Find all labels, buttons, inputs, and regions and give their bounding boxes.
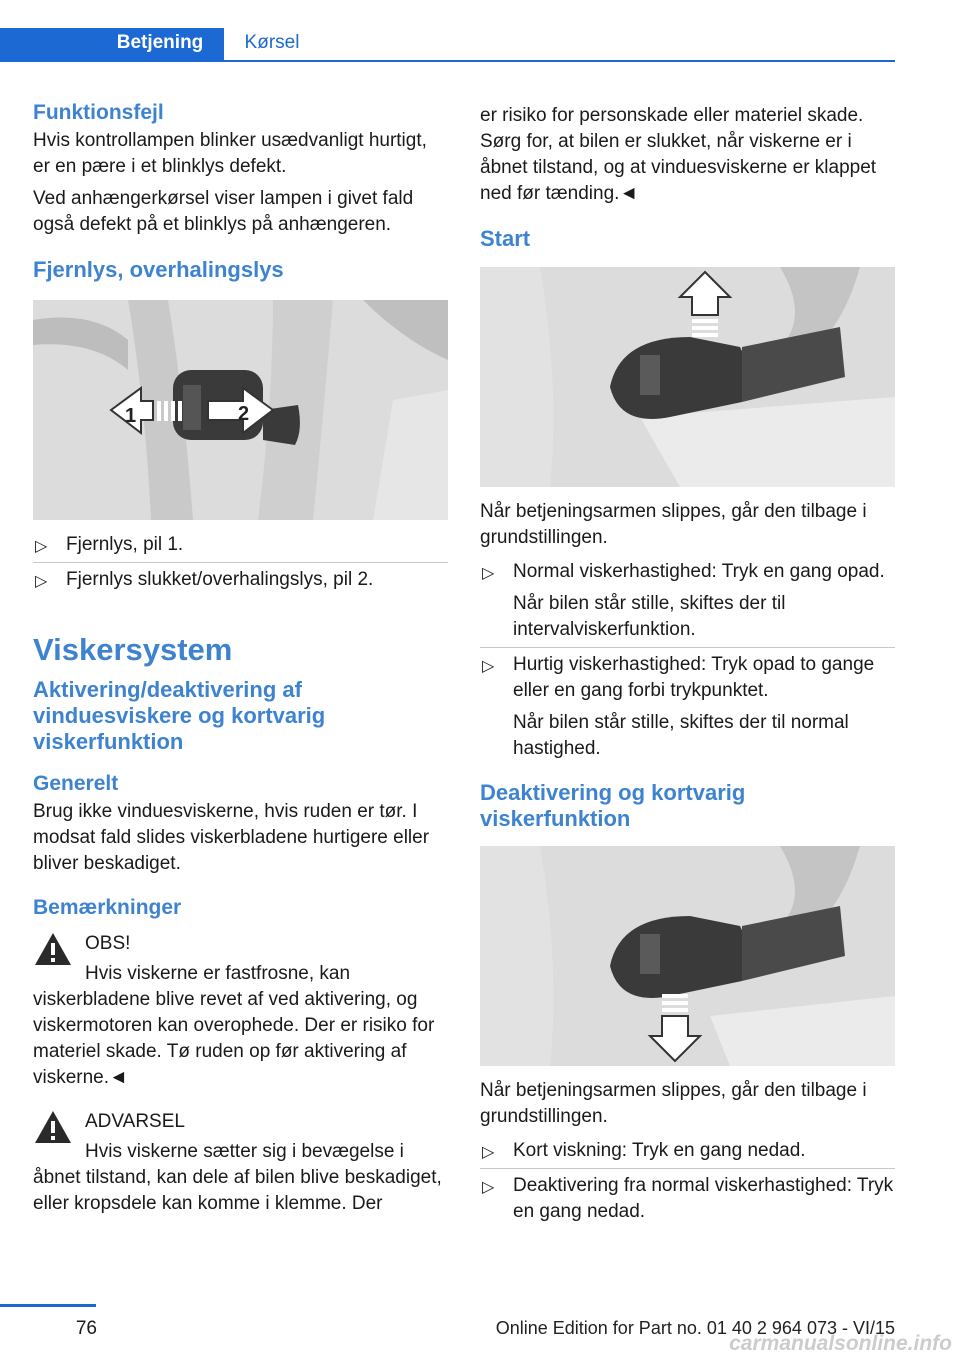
obs-text: Hvis viskerne er fastfrosne, kan viskerbladene blive revet af ved aktivering, og viskermotoren kan overophede. Der er risiko for materiel skade. Tø ruden op før aktivering af viskerne.◄ [33,963,435,1088]
aktivering-heading: Aktivering/deaktivering af vinduesviskere og kortvarig viskerfunktion [33,677,326,754]
generelt-text: Brug ikke vinduesviskerne, hvis ruden er tør. I modsat fald slides viskerbladene hurtigere eller bliver beskadiget. [33,801,430,874]
obs-notice [33,931,448,1091]
fjernlys-heading: Fjernlys, overhalingslys [33,257,284,282]
footer-accent-line [0,1304,96,1307]
triangle-bullet-icon: ▷ [35,538,48,555]
watermark: carmanualsonline.info [729,1332,952,1355]
tab-betjening[interactable]: Betjening [96,28,224,62]
arrow-label-2: 2 [238,403,250,425]
triangle-bullet-icon: ▷ [482,1144,495,1161]
start-heading: Start [480,226,531,251]
funktionsfejl-text-1: Hvis kontrollampen blinker usædvanligt hurtigt, er en pære i et blinklys defekt. [33,130,427,177]
header-accent-bar [0,28,96,62]
deaktivering-heading: Deaktivering og kortvarig viskerfunktion [480,780,746,831]
advarsel-text: Hvis viskerne sætter sig i bevægelse i åbnet tilstand, kan dele af bilen blive beskadiget, eller kropsdele kan komme i klemme. Der [33,1141,442,1214]
start-text: Når betjeningsarmen slippes, går den tilbage i grundstillingen. [480,501,867,548]
page-number: 76 [75,1318,97,1339]
generelt-heading: Generelt [33,772,119,795]
list-item: ▷ Fjernlys slukket/overhalingslys, pil 2. [33,563,448,597]
advarsel-label: ADVARSEL [85,1111,185,1132]
triangle-bullet-icon: ▷ [482,1179,495,1196]
fjernlys-list [33,528,448,597]
fjernlys-image [33,300,448,520]
list-item: ▷ Normal viskerhastighed: Tryk en gang opad. Når bilen står stille, skiftes der til intervalviskerfunktion. [480,555,895,648]
start-list [480,555,895,766]
advarsel-continued-text: er risiko for personskade eller materiel skade. Sørg for, at bilen er slukket, når viskerne er i åbnet tilstand, og at vinduesviskerne er klappet ned før tænding.◄ [480,105,877,204]
advarsel-notice [33,1109,448,1217]
obs-label: OBS! [85,933,131,954]
stalk-illustration [33,300,448,520]
deaktivering-list [480,1134,895,1229]
triangle-bullet-icon: ▷ [482,565,495,582]
triangle-bullet-icon: ▷ [482,658,495,675]
triangle-bullet-icon: ▷ [35,573,48,590]
header-tabbar [0,28,895,62]
deaktivering-text: Når betjeningsarmen slippes, går den tilbage i grundstillingen. [480,1080,867,1127]
warning-triangle-icon [33,1109,73,1145]
right-column [480,103,895,1229]
edition-text: Online Edition for Part no. 01 40 2 964 073 - VI/15 [495,1318,895,1338]
deaktivering-image [480,846,895,1066]
funktionsfejl-text-2: Ved anhængerkørsel viser lampen i givet fald også defekt på et blinklys på anhængeren. [33,188,414,235]
stalk-up-illustration [480,267,895,487]
list-item: ▷ Deaktivering fra normal viskerhastighed: Tryk en gang nedad. [482,1175,894,1222]
arrow-label-1: 1 [125,405,137,427]
bemaerkninger-heading: Bemærkninger [33,896,182,919]
chapter-title: Viskersystem [33,632,233,667]
left-column [33,100,448,1217]
stalk-down-illustration [480,846,895,1066]
warning-triangle-icon [33,931,73,967]
funktionsfejl-heading: Funktionsfejl [33,101,164,124]
list-item: ▷ Fjernlys, pil 1. [33,528,448,563]
start-image [480,267,895,487]
tab-korsel[interactable]: Kørsel [244,32,300,53]
list-item: ▷ Kort viskning: Tryk en gang nedad. [480,1134,895,1169]
list-item: ▷ Hurtig viskerhastighed: Tryk opad to gange eller en gang forbi trykpunktet. Når bilen står stille, skiftes der til normal hastighed. [482,654,875,759]
